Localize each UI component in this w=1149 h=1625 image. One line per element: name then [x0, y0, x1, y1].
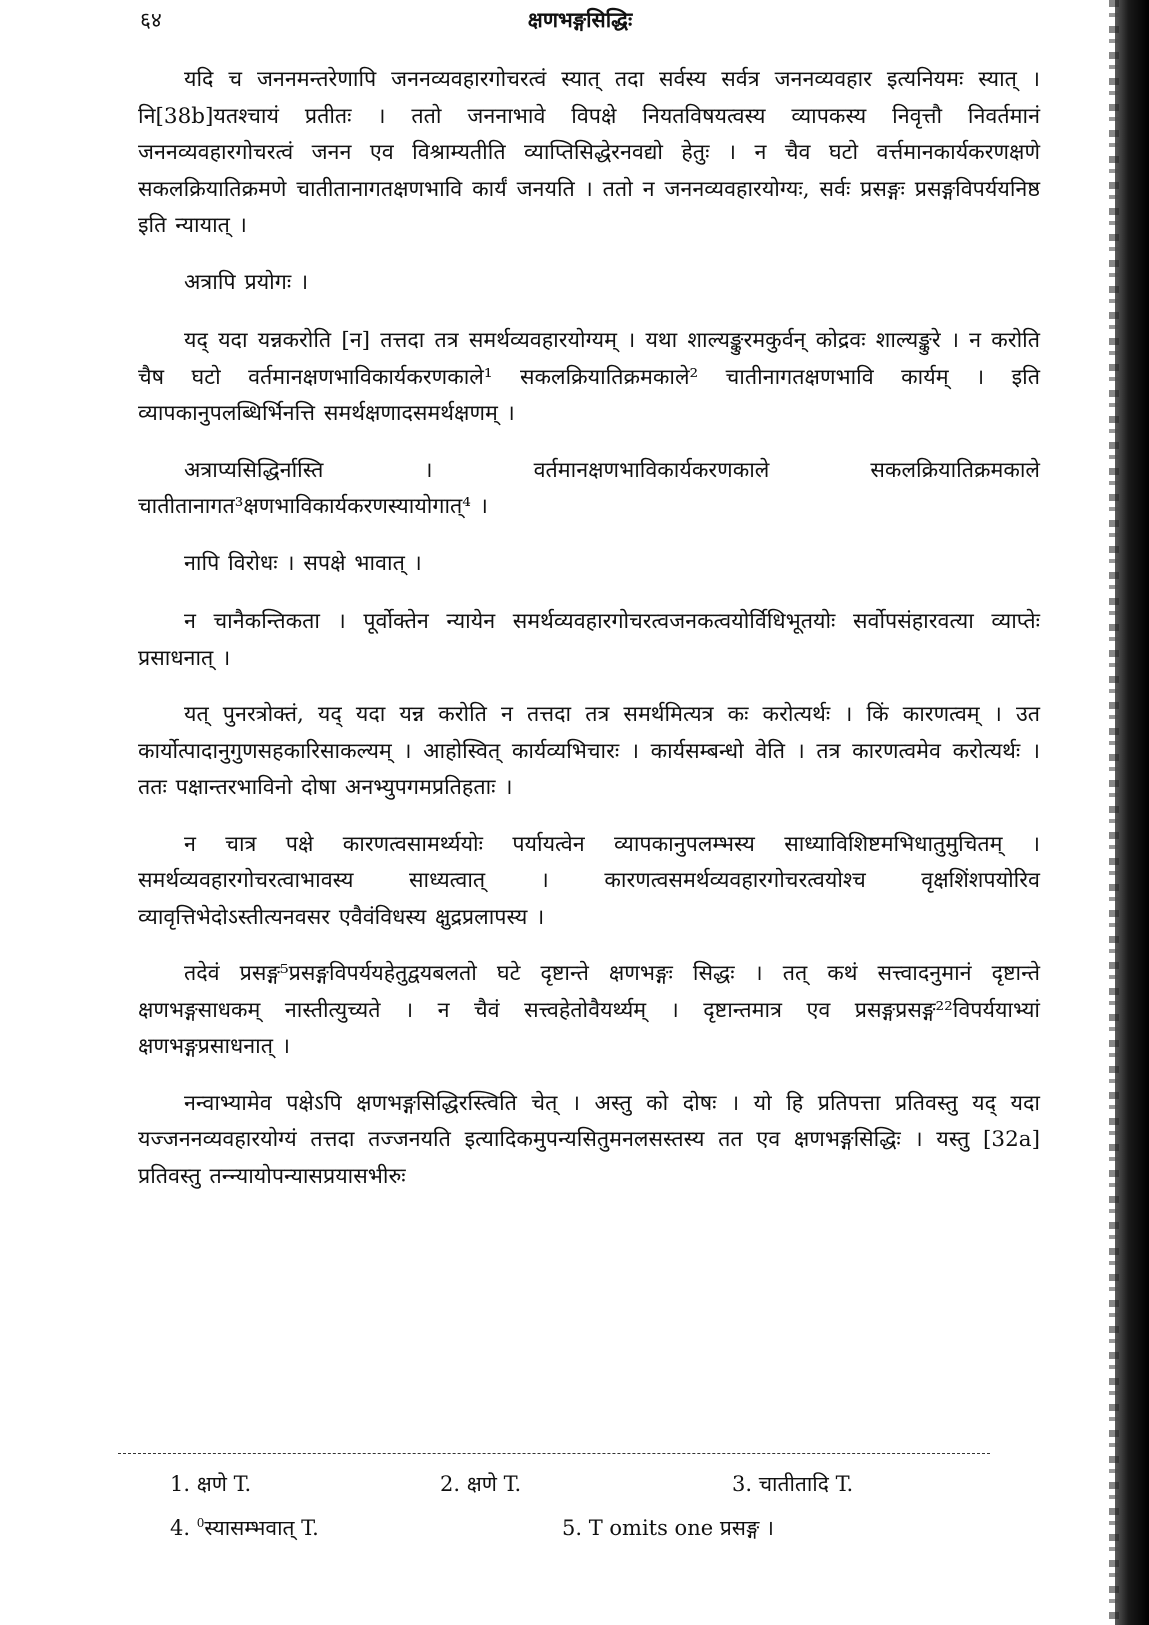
running-title: क्षणभङ्गसिद्धिः	[527, 7, 633, 32]
footnote-5: 5. T omits one प्रसङ्ग ।	[562, 1516, 774, 1540]
footnote-4-sup: 0	[196, 1516, 205, 1530]
paragraph-8: न चात्र पक्षे कारणत्वसामर्थ्ययोः पर्यायत्वेन व्यापकानुपलम्भस्य साध्याविशिष्टमभिधातुमुचितम् । समर्थव्यवहारगोचरत्वाभावस्य साध्यत्वात् । कारणत्वसमर्थव्यवहारगोचरत्वयोश्च वृक्षशिंशपयोरिव व्यावृत्तिभेदोऽस्तीत्यनवसर एवैवंविधस्य क्षुद्रप्रलापस्य ।	[138, 831, 1040, 930]
paragraph-4: अत्राप्यसिद्धिर्नास्ति । वर्तमानक्षणभाविकार्यकरणकाले सकलक्रियातिक्रमकाले चातीतानागत³क्षणभाविकार्यकरणस्यायोगात्⁴ ।	[138, 457, 1040, 519]
paragraph-1: यदि च जननमन्तरेणापि जननव्यवहारगोचरत्वं स्यात् तदा सर्वस्य सर्वत्र जननव्यवहार इत्यनियमः स्यात् । नि[38b]यतश्चायं प्रतीतः । ततो जननाभावे विपक्षे नियतविषयत्वस्य व्यापकस्य निवृत्तौ निवर्तमानं जननव्यवहारगोचरत्वं जनन एव विश्राम्यतीति व्याप्तिसिद्धेरनवद्यो हेतुः । न चैव घटो वर्त्तमानकार्यकरणक्षणे सकलक्रियातिक्रमणे चातीतानागतक्षणभावि कार्यं जनयति । ततो न जननव्यवहारयोग्यः, सर्वः प्रसङ्गः प्रसङ्गविपर्ययनिष्ठ इति न्यायात् ।	[138, 67, 1040, 238]
paragraph-7: यत् पुनरत्रोक्तं, यद् यदा यन्न करोति न तत्तदा तत्र समर्थमित्यत्र कः करोत्यर्थः । किं कारणत्वम् । उत कार्योत्पादानुगुणसहकारिसाकल्यम् । आहोस्वित् कार्यव्यभिचारः । कार्यसम्बन्धो वेति । तत्र कारणत्वमेव करोत्यर्थः । ततः पक्षान्तरभाविनो दोषा अनभ्युपगमप्रतिहताः ।	[138, 702, 1040, 800]
paragraph-3: यद् यदा यन्नकरोति [न] तत्तदा तत्र समर्थव्यवहारयोग्यम् । यथा शाल्यङ्कुरमकुर्वन् कोद्रवः शाल्यङ्कुरे । न करोति चैष घटो वर्तमानक्षणभाविकार्यकरणकाले¹ सकलक्रियातिक्रमकाले² चातीनागतक्षणभावि कार्यम् । इति व्यापकानुपलब्धिर्भिनत्ति समर्थक्षणादसमर्थक्षणम् ।	[138, 328, 1040, 426]
footnote-1: 1. क्षणे T.	[170, 1472, 252, 1496]
paragraph-6: न चानैकन्तिकता । पूर्वोक्तेन न्यायेन समर्थव्यवहारगोचरत्वजनकत्वयोर्विधिभूतयोः सर्वोपसंहारवत्या व्याप्तेः प्रसाधनात् ।	[138, 609, 1040, 671]
body-text	[138, 62, 1040, 1215]
footnote-4-text: स्यासम्भवात् T.	[204, 1516, 319, 1540]
footnote-divider	[118, 1453, 990, 1454]
paragraph-5: नापि विरोधः । सपक्षे भावात् ।	[184, 550, 422, 576]
footnote-row-1	[170, 1470, 990, 1514]
scan-edge-shadow	[1115, 0, 1149, 1625]
paragraph-9: तदेवं प्रसङ्ग⁵प्रसङ्गविपर्ययहेतुद्वयबलतो घटे दृष्टान्ते क्षणभङ्गः सिद्धः । तत् कथं सत्त्वादनुमानं दृष्टान्ते क्षणभङ्गसाधकम् नास्तीत्युच्यते । न चैवं सत्त्वहेतोवैयर्थ्यम् । दृष्टान्तमात्र एव प्रसङ्गप्रसङ्ग²²विपर्ययाभ्यां क्षणभङ्गप्रसाधनात् ।	[138, 961, 1040, 1059]
footnote-4-number: 4.	[170, 1516, 197, 1540]
footnote-row-2	[170, 1514, 990, 1558]
page-header	[140, 6, 1020, 46]
footnotes	[170, 1470, 990, 1558]
paragraph-2: अत्रापि प्रयोगः ।	[184, 269, 309, 295]
footnote-3: 3. चातीतादि T.	[732, 1472, 854, 1496]
footnote-4	[170, 1514, 319, 1542]
paragraph-10: नन्वाभ्यामेव पक्षेऽपि क्षणभङ्गसिद्धिरस्त्विति चेत् । अस्तु को दोषः । यो हि प्रतिपत्ता प्रतिवस्तु यद् यदा यज्जननव्यवहारयोग्यं तत्तदा तज्जनयति इत्यादिकमुपन्यसितुमनलसस्तस्य तत एव क्षणभङ्गसिद्धिः । यस्तु [32a] प्रतिवस्तु तन्न्यायोपन्यासप्रयासभीरुः	[138, 1090, 1040, 1189]
page-number: ६४	[140, 8, 162, 32]
footnote-2: 2. क्षणे T.	[440, 1472, 522, 1496]
